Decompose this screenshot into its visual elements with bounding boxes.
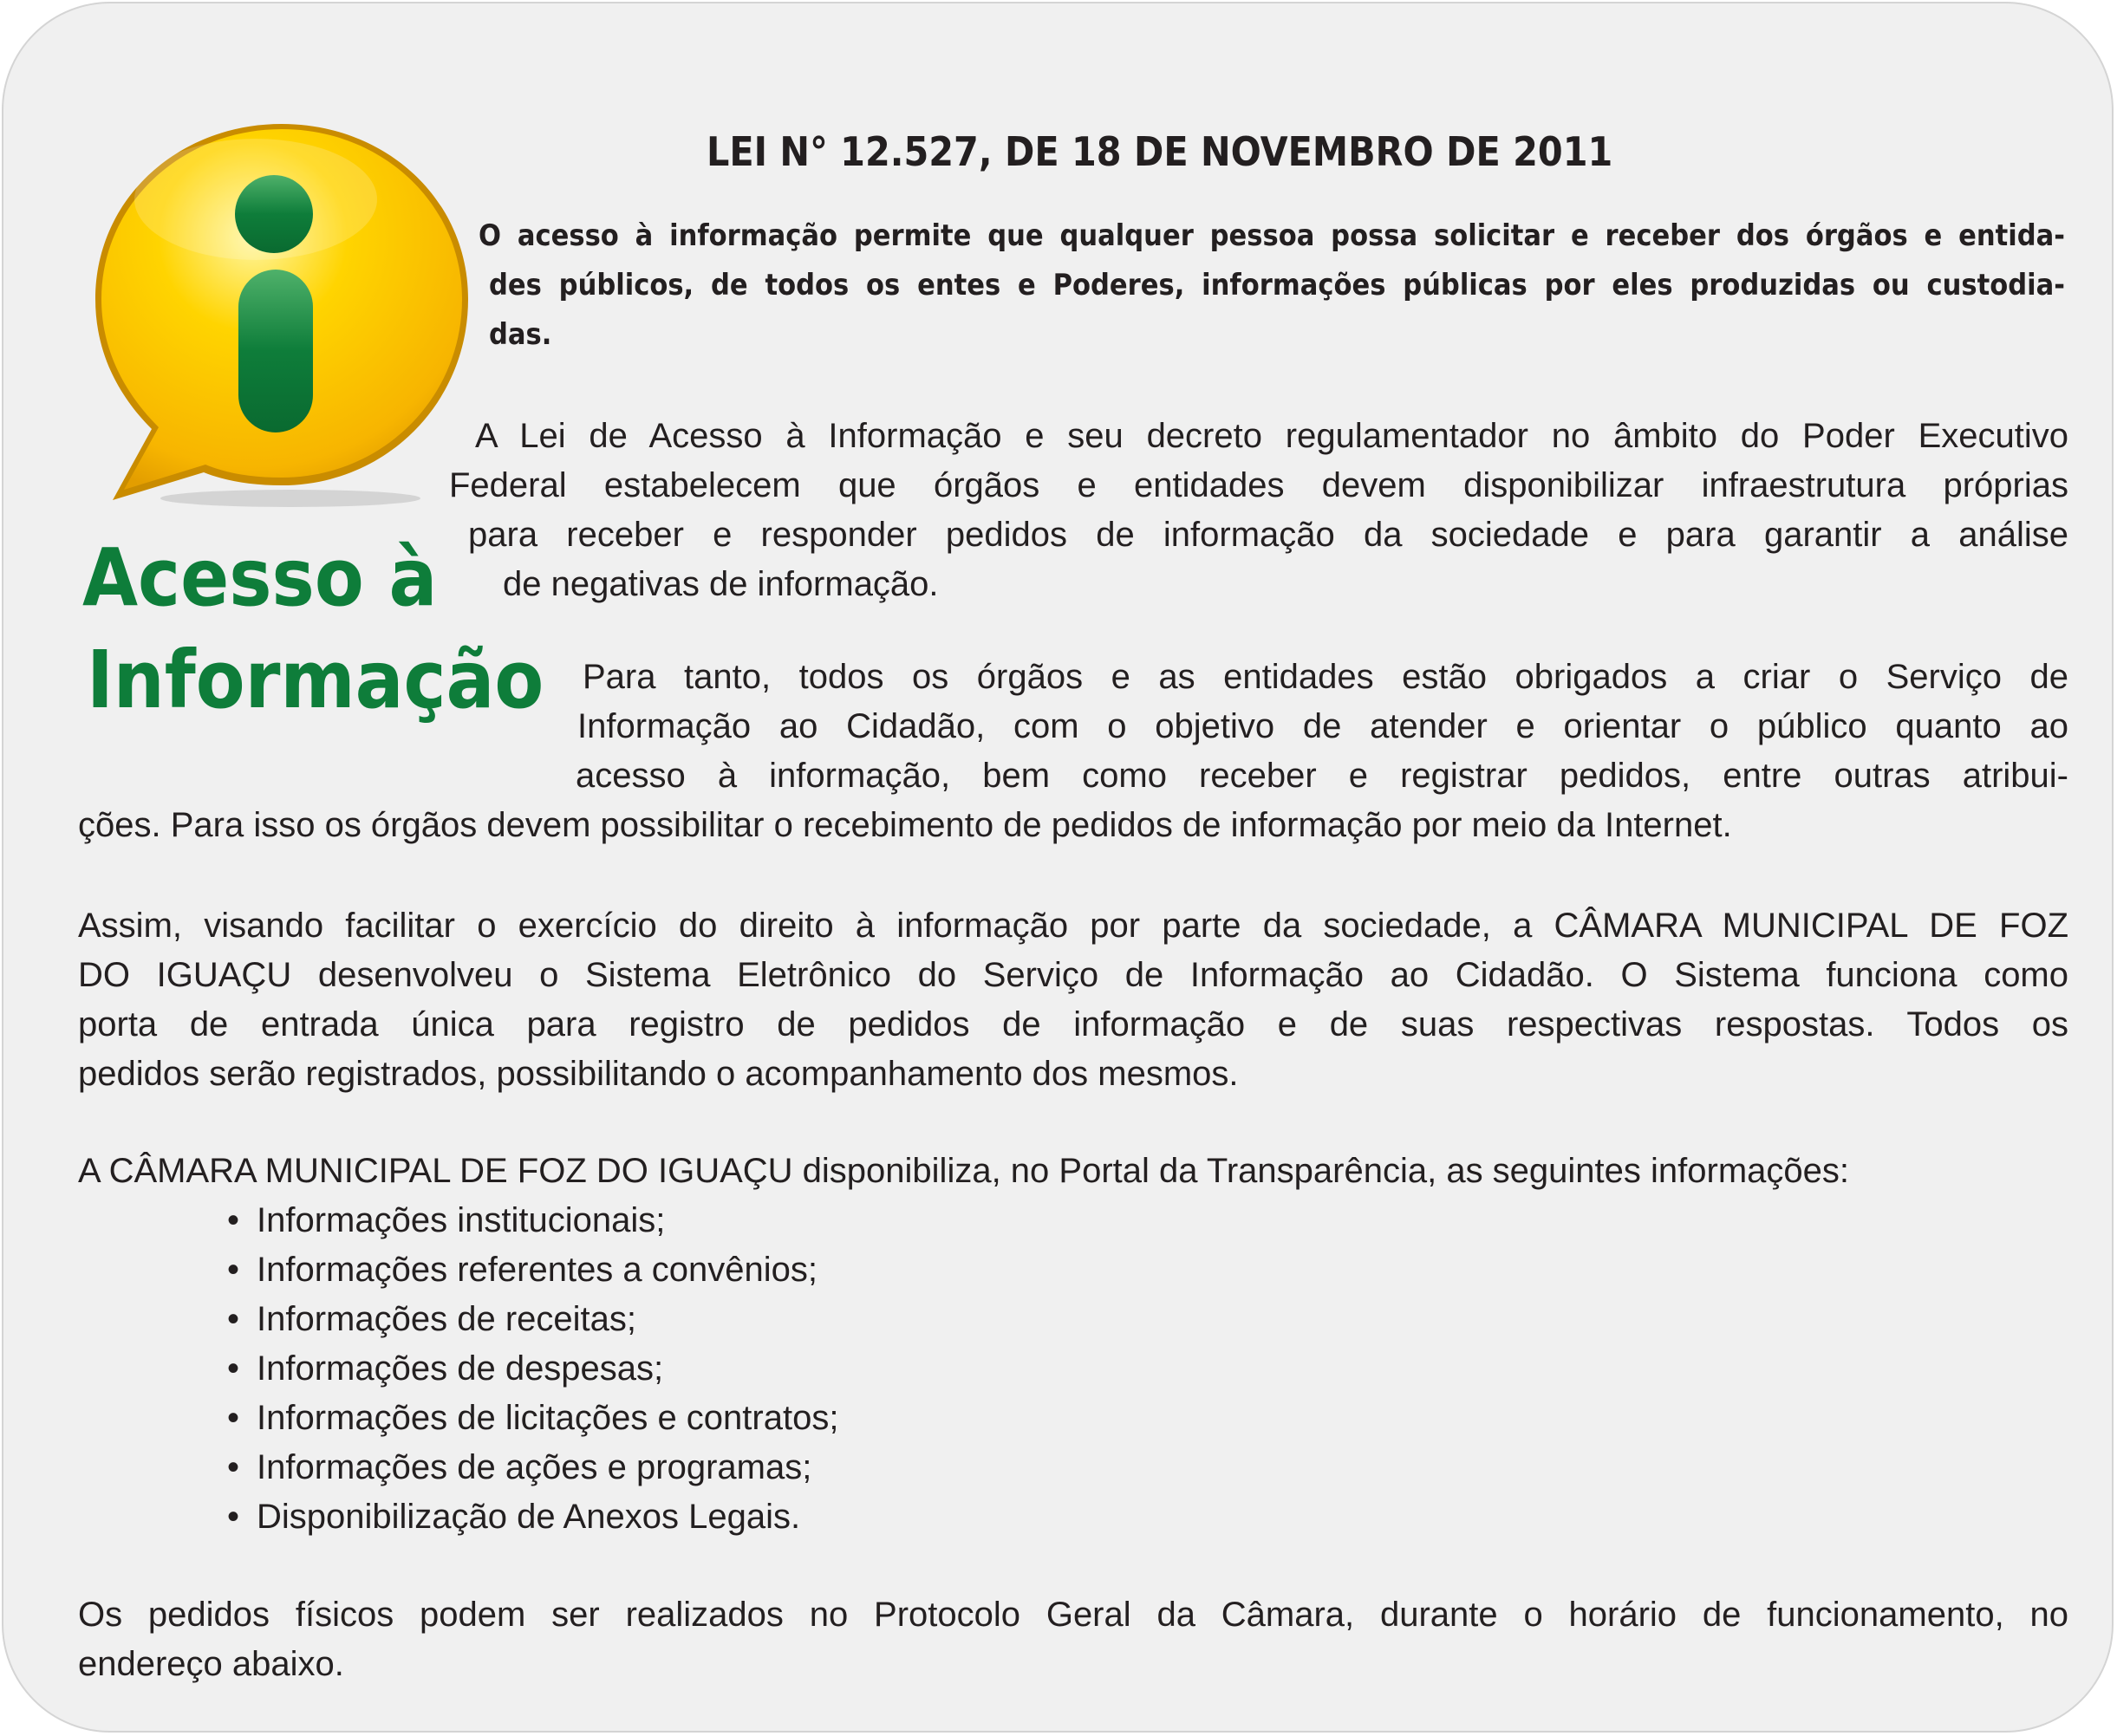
brand-title-line2: Informação bbox=[87, 634, 544, 726]
list-item: • Informações de receitas; bbox=[227, 1295, 636, 1344]
intro-paragraph bbox=[479, 211, 2065, 367]
list-item: • Disponibilização de Anexos Legais. bbox=[227, 1492, 800, 1542]
paragraph-line: Os pedidos físicos podem ser realizados no Protocolo Geral da Câmara, durante o horário de funcionamento, no bbox=[78, 1596, 2068, 1634]
intro-line: O acesso à informação permite que qualquer pessoa possa solicitar e receber dos órgãos e entida- bbox=[479, 218, 2065, 253]
bullet-icon: • bbox=[227, 1399, 240, 1437]
paragraph-line: A Lei de Acesso à Informação e seu decreto regulamentador no âmbito do Poder Executivo bbox=[475, 417, 2068, 455]
paragraph-line: endereço abaixo. bbox=[78, 1645, 344, 1683]
bullet-icon: • bbox=[227, 1498, 240, 1536]
bullet-icon: • bbox=[227, 1349, 240, 1388]
paragraph-line: acesso à informação, bem como receber e registrar pedidos, entre outras atribui- bbox=[576, 757, 2068, 795]
info-speech-bubble-icon bbox=[82, 117, 481, 516]
paragraph-line: Federal estabelecem que órgãos e entidades devem disponibilizar infraestrutura próprias bbox=[449, 466, 2068, 504]
paragraph-line: pedidos serão registrados, possibilitando o acompanhamento dos mesmos. bbox=[78, 1055, 1239, 1093]
bullet-icon: • bbox=[227, 1300, 240, 1338]
paragraph-line: Para tanto, todos os órgãos e as entidades estão obrigados a criar o Serviço de bbox=[583, 658, 2068, 696]
list-item: • Informações referentes a convênios; bbox=[227, 1245, 817, 1295]
paragraph-line: Informação ao Cidadão, com o objetivo de atender e orientar o público quanto ao bbox=[577, 707, 2068, 745]
bullet-icon: • bbox=[227, 1448, 240, 1486]
paragraph-line: de negativas de informação. bbox=[503, 565, 939, 603]
paragraph-line: porta de entrada única para registro de pedidos de informação e de suas respectivas respostas. Todos os bbox=[78, 1005, 2068, 1044]
paragraph-line: DO IGUAÇU desenvolveu o Sistema Eletrônico do Serviço de Informação ao Cidadão. O Sistema funciona como bbox=[78, 956, 2068, 994]
list-item: • Informações institucionais; bbox=[227, 1196, 665, 1245]
brand-title-line1: Acesso à bbox=[82, 531, 438, 624]
paragraph-line: para receber e responder pedidos de informação da sociedade e para garantir a análise bbox=[468, 516, 2068, 554]
intro-line: des públicos, de todos os entes e Poderes, informações públicas por eles produzidas ou custodia- bbox=[489, 268, 2065, 302]
list-intro: A CÂMARA MUNICIPAL DE FOZ DO IGUAÇU disponibiliza, no Portal da Transparência, as seguintes informações: bbox=[78, 1152, 1850, 1190]
paragraph-line: ções. Para isso os órgãos devem possibilitar o recebimento de pedidos de informação por meio da Internet. bbox=[78, 806, 1732, 844]
bullet-icon: • bbox=[227, 1201, 240, 1239]
law-title: LEI N° 12.527, DE 18 DE NOVEMBRO DE 2011 bbox=[707, 128, 1613, 175]
intro-line: das. bbox=[489, 317, 552, 352]
list-item: • Informações de ações e programas; bbox=[227, 1443, 811, 1492]
paragraph-line: Assim, visando facilitar o exercício do direito à informação por parte da sociedade, a CÂMARA MUNICIPAL DE FOZ bbox=[78, 907, 2068, 945]
list-item: • Informações de licitações e contratos; bbox=[227, 1394, 838, 1443]
bullet-icon: • bbox=[227, 1251, 240, 1289]
list-item: • Informações de despesas; bbox=[227, 1344, 663, 1394]
